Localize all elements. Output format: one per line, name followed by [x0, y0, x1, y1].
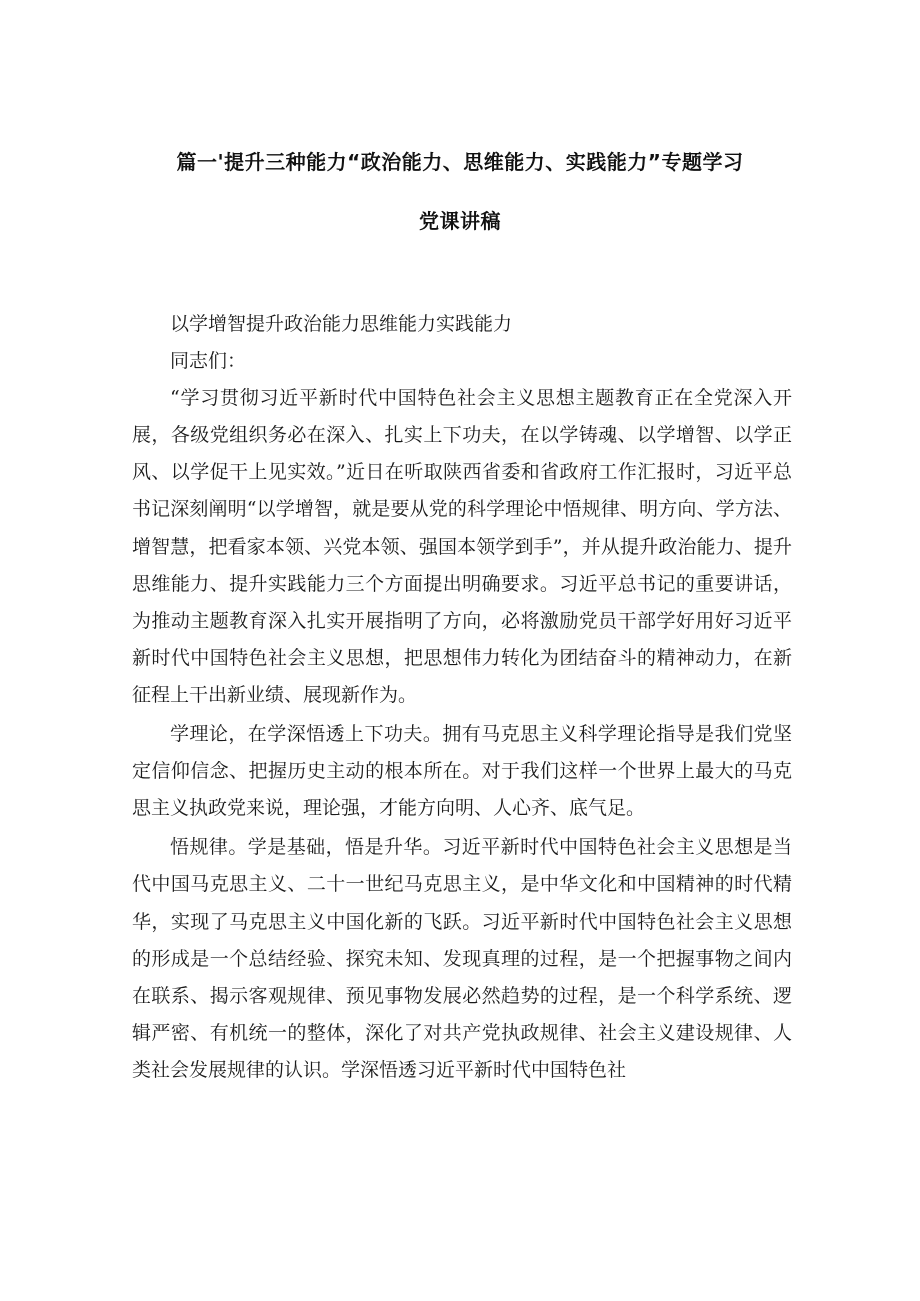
- document-title-line-1: 篇一'提升三种能力“政治能力、思维能力、实践能力”专题学习: [176, 150, 744, 174]
- document-title-line-2: 党课讲稿: [419, 209, 501, 233]
- body-paragraph: “学习贯彻习近平新时代中国特色社会主义思想主题教育正在全党深入开展，各级党组织务必在深入、扎实上下功夫，在以学铸魂、以学增智、以学正风、以学促干上见实效。”近日在听取陕西省委和省政府工作汇报时，习近平总书记深刻阐明“以学增智，就是要从党的科学理论中悟规律、明方向、学方法、增智慧，把看家本领、兴党本领、强国本领学到手”，并从提升政治能力、提升思维能力、提升实践能力三个方面提出明确要求。习近平总书记的重要讲话，为推动主题教育深入扎实开展指明了方向，必将激励党员干部学好用好习近平新时代中国特色社会主义思想，把思想伟力转化为团结奋斗的精神动力，在新征程上干出新业绩、展现新作为。: [132, 387, 792, 706]
- document-body: [132, 306, 792, 1089]
- subtitle-paragraph: 以学增智提升政治能力思维能力实践能力: [170, 313, 513, 335]
- body-paragraph: 悟规律。学是基础，悟是升华。习近平新时代中国特色社会主义思想是当代中国马克思主义、二十一世纪马克思主义，是中华文化和中国精神的时代精华，实现了马克思主义中国化新的飞跃。习近平新时代中国特色社会主义思想的形成是一个总结经验、探究未知、发现真理的过程，是一个把握事物之间内在联系、揭示客观规律、预见事物发展必然趋势的过程，是一个科学系统、逻辑严密、有机统一的整体，深化了对共产党执政规律、社会主义建设规律、人类社会发展规律的认识。学深悟透习近平新时代中国特色社: [132, 836, 792, 1081]
- salutation-paragraph: 同志们：: [170, 350, 247, 373]
- body-paragraph: 学理论，在学深悟透上下功夫。拥有马克思主义科学理论指导是我们党坚定信仰信念、把握历史主动的根本所在。对于我们这样一个世界上最大的马克思主义执政党来说，理论强，才能方向明、人心齐、底气足。: [132, 723, 792, 820]
